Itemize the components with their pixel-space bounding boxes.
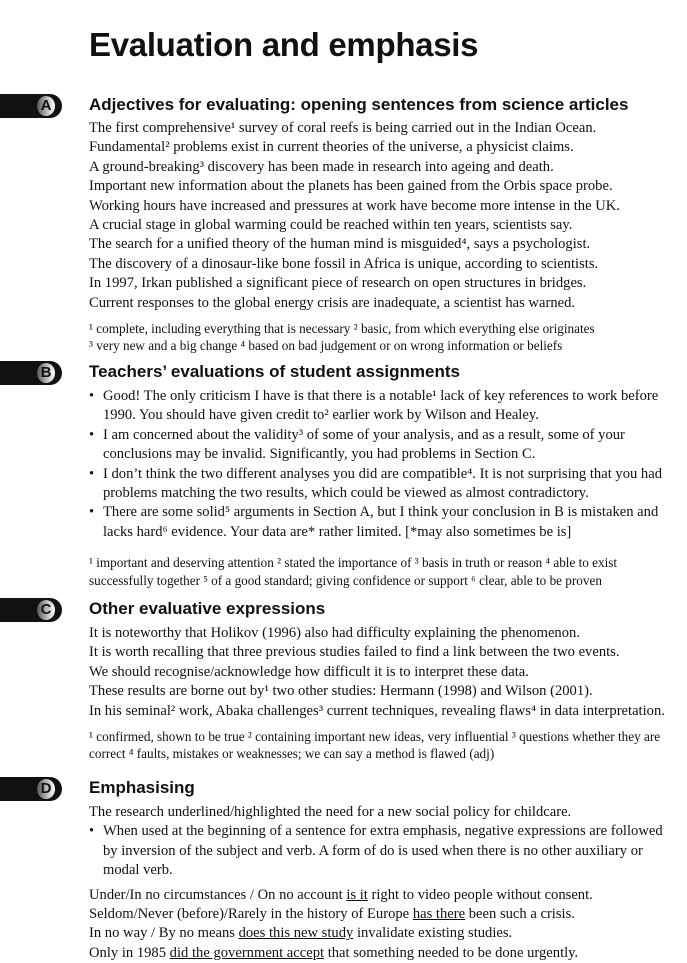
sentence: It is noteworthy that Holikov (1996) also had difficulty explaining the phenomenon. [89, 625, 580, 641]
sentence: Fundamental² problems exist in current theories of the universe, a physicist claims. [89, 139, 574, 156]
section-c-body [89, 624, 674, 763]
section-d-body [89, 803, 674, 963]
section-letter: A [37, 96, 55, 116]
bullet-item: • There are some solid⁵ arguments in Section A, but I think your conclusion in B is mistaken and lacks hard⁶ evidence. Your data are* rather limited. [*may also sometimes be is] [103, 503, 674, 542]
bullet-item: • Good! The only criticism I have is that there is a notable¹ lack of key references to work before 1990. You should have given credit to² earlier work by Wilson and Healey. [103, 387, 674, 426]
footnote: ¹ complete, including everything that is necessary ² basic, from which everything else originates [89, 321, 595, 337]
example-sentence: In no way / By no means does this new study invalidate existing studies. [89, 925, 513, 942]
section-a-body [89, 119, 674, 355]
sentence: We should recognise/acknowledge how difficult it is to interpret these data. [89, 663, 529, 680]
sentence: In his seminal² work, Abaka challenges³ current techniques, revealing flaws⁴ in data interpretation. [89, 702, 665, 719]
page-title: Evaluation and emphasis [89, 26, 479, 63]
sentence: The discovery of a dinosaur-like bone fossil in Africa is unique, according to scientists. [89, 255, 599, 272]
sentence: The research underlined/highlighted the need for a new social policy for childcare. [89, 804, 572, 820]
section-tab-c [0, 598, 62, 622]
section-heading: Other evaluative expressions [89, 599, 326, 618]
section-tab-d [0, 777, 62, 801]
section-tab-b [0, 361, 62, 385]
bullet-item: • I am concerned about the validity³ of some of your analysis, and as a result, some of your conclusions may be invalid. Significantly, you had problems in Section C. [103, 426, 674, 465]
sentence: Current responses to the global energy crisis are inadequate, a scientist has warned. [89, 294, 576, 311]
section-letter: C [37, 600, 55, 620]
example-sentence: Under/In no circumstances / On no account is it right to video people without consent. [89, 886, 593, 903]
sentence: Working hours have increased and pressures at work have become more intense in the UK. [89, 197, 620, 214]
footnote: ¹ important and deserving attention ² stated the importance of ³ basis in truth or reason ⁴ able to exist successfully together ⁵ of a good standard; giving confidence or support ⁶ clear, able to be proven [89, 555, 618, 588]
sentence: In 1997, Irkan published a significant piece of research on open structures in bridges. [89, 275, 587, 292]
example-sentence: Seldom/Never (before)/Rarely in the history of Europe has there been such a crisis. [89, 906, 575, 923]
sentence: These results are borne out by¹ two other studies: Hermann (1998) and Wilson (2001). [89, 683, 593, 700]
bullet-item: • When used at the beginning of a sentence for extra emphasis, negative expressions are followed by inversion of the subject and verb. A form of do is used when there is no other auxiliary or modal verb. [103, 822, 674, 880]
bullet-item: • I don’t think the two different analyses you did are compatible⁴. It is not surprising that you had problems matching the two results, which could be viewed as almost contradictory. [103, 465, 674, 504]
section-heading: Adjectives for evaluating: opening sentences from science articles [89, 95, 629, 114]
section-heading: Teachers’ evaluations of student assignments [89, 362, 460, 381]
sentence: A crucial stage in global warming could be reached within ten years, scientists say. [89, 217, 573, 234]
section-letter: D [37, 779, 55, 799]
footnote: ³ very new and a big change ⁴ based on bad judgement or on wrong information or beliefs [89, 338, 563, 354]
section-letter: B [37, 363, 55, 383]
section-heading: Emphasising [89, 778, 195, 797]
sentence: A ground-breaking³ discovery has been made in research into ageing and death. [89, 158, 554, 175]
example-sentence: Only in 1985 did the government accept that something needed to be done urgently. [89, 944, 579, 961]
section-b-body [89, 387, 674, 589]
sentence: Important new information about the planets has been gained from the Orbis space probe. [89, 178, 613, 195]
sentence: The search for a unified theory of the human mind is misguided⁴, says a psychologist. [89, 236, 591, 253]
sentence: The first comprehensive¹ survey of coral reefs is being carried out in the Indian Ocean. [89, 120, 597, 136]
sentence: It is worth recalling that three previous studies failed to find a link between the two events. [89, 644, 620, 661]
section-tab-a [0, 94, 62, 118]
footnote: ¹ confirmed, shown to be true ² containing important new ideas, very influential ³ questions whether they are correct ⁴ faults, mistakes or weaknesses; we can say a method is flawed (adj) [89, 729, 661, 762]
